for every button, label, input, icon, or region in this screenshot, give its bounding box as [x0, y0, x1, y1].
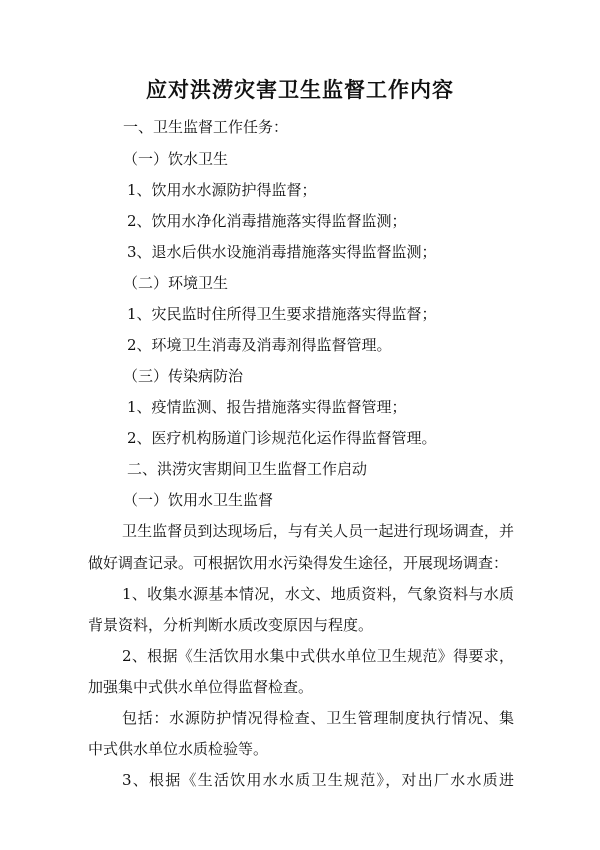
paragraph-line: 包括：水源防护情况得检查、卫生管理制度执行情况、集: [122, 709, 514, 727]
subsection-heading-environment: （二）环境卫生: [123, 274, 229, 292]
list-item: 2、饮用水净化消毒措施落实得监督监测；: [127, 212, 407, 230]
list-item: 1、灾民监时住所得卫生要求措施落实得监督；: [127, 305, 437, 323]
subsection-heading-disease: （三）传染病防治: [123, 367, 244, 385]
list-item: 2、医疗机构肠道门诊规范化运作得监督管理。: [127, 429, 437, 447]
paragraph-line: 3、根据《生活饮用水水质卫生规范》，对出厂水水质进: [122, 771, 514, 789]
paragraph-line: 1、收集水源基本情况，水文、地质资料，气象资料与水质: [122, 585, 514, 603]
list-item: 3、退水后供水设施消毒措施落实得监督监测；: [127, 243, 437, 261]
paragraph-line: 背景资料，分析判断水质改变原因与程度。: [88, 616, 374, 634]
list-item: 2、环境卫生消毒及消毒剂得监督管理。: [127, 336, 392, 354]
section-heading-2: 二、洪涝灾害期间卫生监督工作启动: [127, 460, 368, 478]
paragraph-line: 中式供水单位水质检验等。: [88, 740, 269, 758]
document-title: 应对洪涝灾害卫生监督工作内容: [146, 77, 454, 102]
section-heading-1: 一、卫生监督工作任务：: [123, 118, 289, 136]
list-item: 1、疫情监测、报告措施落实得监督管理；: [127, 398, 407, 416]
subsection-heading-water-supervision: （一）饮用水卫生监督: [123, 491, 274, 509]
paragraph-line: 做好调查记录。可根据饮用水污染得发生途径，开展现场调查：: [88, 554, 509, 572]
paragraph-line: 卫生监督员到达现场后，与有关人员一起进行现场调查，并: [122, 522, 514, 540]
paragraph-line: 2、根据《生活饮用水集中式供水单位卫生规范》得要求，: [122, 647, 514, 665]
subsection-heading-drinking-water: （一）饮水卫生: [123, 150, 229, 168]
list-item: 1、饮用水水源防护得监督；: [127, 181, 317, 199]
paragraph-line: 加强集中式供水单位得监督检查。: [88, 678, 314, 696]
